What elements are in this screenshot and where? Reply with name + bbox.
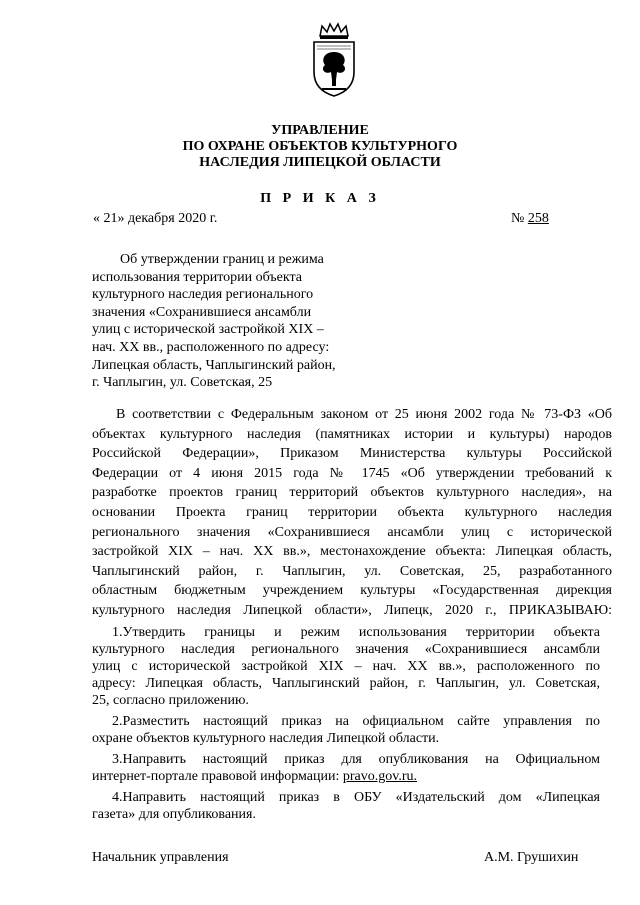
coat-of-arms-emblem bbox=[308, 22, 360, 98]
order-subject bbox=[92, 251, 382, 392]
org-name-line-1: УПРАВЛЕНИЕ bbox=[271, 123, 369, 138]
signatory-name: А.М. Грушихин bbox=[484, 850, 579, 865]
item2-line: 2.Разместить настоящий приказ на официальном сайте управления по bbox=[112, 714, 600, 729]
order-date: « 21» декабря 2020 г. bbox=[93, 211, 218, 226]
subject-line: нач. XX вв., расположенного по адресу: bbox=[92, 339, 330, 355]
subject-line: культурного наследия регионального bbox=[92, 287, 314, 303]
preamble-line: культурного наследия Липецкой области», Липецк, 2020 г., ПРИКАЗЫВАЮ: bbox=[92, 602, 612, 618]
subject-line: улиц с исторической застройкой XIX – bbox=[92, 322, 324, 338]
item1-line: улиц с исторической застройкой XIX – нач. XX вв.», расположенного по bbox=[92, 659, 600, 674]
preamble-line: разработке проектов границ территорий объектов культурного наследия», на bbox=[92, 485, 612, 501]
signatory-position: Начальник управления bbox=[92, 850, 229, 865]
preamble-line: основании Проекта границ территории объекта культурного наследия bbox=[92, 504, 612, 520]
org-name-line-3: НАСЛЕДИЯ ЛИПЕЦКОЙ ОБЛАСТИ bbox=[199, 155, 441, 170]
preamble-line: Чаплыгинский район, г. Чаплыгин, ул. Советская, 25, разработанного bbox=[92, 563, 612, 579]
subject-line: г. Чаплыгин, ул. Советская, 25 bbox=[92, 375, 273, 391]
order-title: П Р И К А З bbox=[260, 191, 380, 206]
order-number bbox=[511, 211, 549, 227]
preamble-line: областным бюджетным учреждением культуры «Государственная дирекция bbox=[92, 583, 612, 599]
order-items bbox=[92, 624, 600, 823]
preamble-line: Российской Федерации», Приказом Министерства культуры Российской bbox=[92, 446, 612, 462]
item2-line: охране объектов культурного наследия Липецкой области. bbox=[92, 731, 440, 746]
org-name-line-2: ПО ОХРАНЕ ОБЪЕКТОВ КУЛЬТУРНОГО bbox=[182, 139, 458, 154]
preamble-line: регионального значения «Сохранившиеся ансамбли улиц с исторической bbox=[92, 524, 612, 540]
preamble-line: объектах культурного наследия (памятниках истории и культуры) народов bbox=[92, 426, 612, 442]
subject-line: Липецкая область, Чаплыгинский район, bbox=[92, 357, 336, 373]
item1-line: адресу: Липецкая область, Чаплыгинский район, г. Чаплыгин, ул. Советская, bbox=[92, 676, 600, 691]
subject-line: Об утверждении границ и режима bbox=[120, 252, 324, 267]
item3-line-prefix: интернет-портале правовой информации: bbox=[92, 769, 343, 784]
subject-line: значения «Сохранившиеся ансамбли bbox=[92, 304, 312, 320]
item4-line: газета» для опубликования. bbox=[92, 807, 256, 822]
item3-line bbox=[92, 768, 600, 785]
order-preamble bbox=[92, 405, 612, 621]
item4-line: 4.Направить настоящий приказ в ОБУ «Издательский дом «Липецкая bbox=[112, 790, 600, 805]
preamble-line: Федерации от 4 июня 2015 года № 1745 «Об утверждении требований к bbox=[92, 465, 612, 481]
order-number-value: 258 bbox=[527, 211, 549, 226]
item1-line: 25, согласно приложению. bbox=[92, 693, 249, 708]
pravo-gov-link[interactable]: pravo.gov.ru. bbox=[342, 769, 417, 784]
item3-line: 3.Направить настоящий приказ для опубликования на Официальном bbox=[112, 752, 600, 767]
subject-line: использования территории объекта bbox=[92, 269, 302, 285]
preamble-line: застройкой XIX – нач. XX вв.», местонахождение объекта: Липецкая область, bbox=[92, 544, 612, 560]
order-number-prefix: № bbox=[511, 211, 528, 226]
item1-line: культурного наследия регионального значения «Сохранившиеся ансамбли bbox=[92, 642, 600, 657]
item1-line: 1.Утвердить границы и режим использования территории объекта bbox=[112, 625, 600, 640]
preamble-line: В соответствии с Федеральным законом от 25 июня 2002 года № 73-ФЗ «Об bbox=[116, 407, 612, 422]
